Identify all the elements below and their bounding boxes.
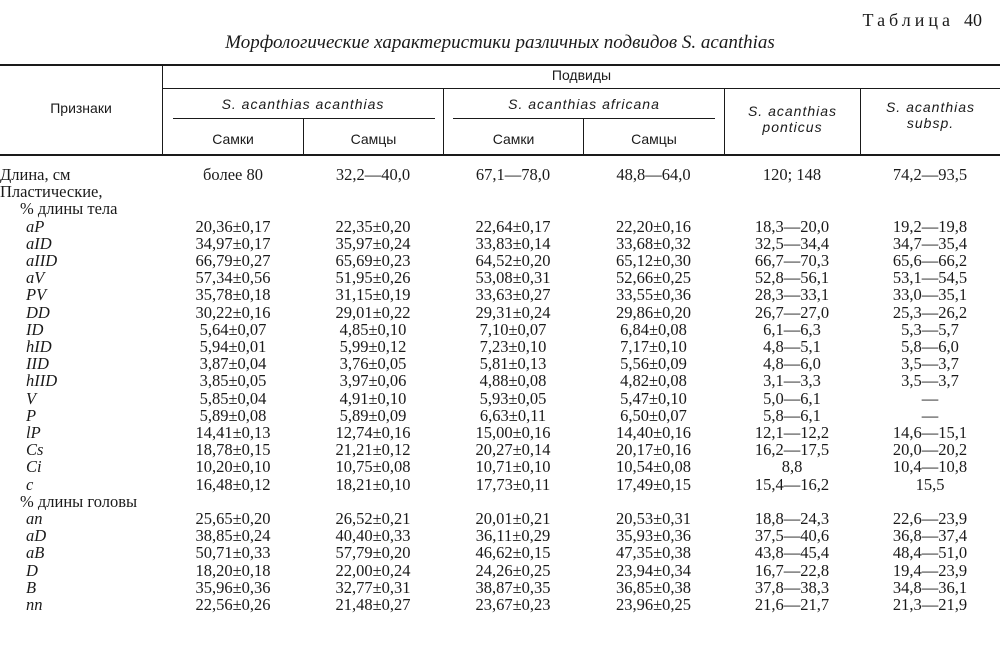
row-label: P xyxy=(26,406,37,425)
table-row xyxy=(0,510,1000,527)
cell-value: 34,8—36,1 xyxy=(892,578,968,597)
cell-value: 66,7—70,3 xyxy=(754,252,830,270)
cell-value: 23,96±0,25 xyxy=(615,596,692,614)
cell-value: 35,97±0,24 xyxy=(335,234,411,253)
cell-value: более 80 xyxy=(203,166,263,184)
cell-value: 33,0—35,1 xyxy=(892,286,968,304)
sex-row-rule-1 xyxy=(173,118,435,119)
sex-header-male-2: Самцы xyxy=(631,131,677,147)
cell-value: 14,41±0,13 xyxy=(195,424,271,442)
table-title: Морфологические характеристики различных подвидов S. acanthias xyxy=(225,32,775,53)
table-row xyxy=(0,441,1000,458)
cell-value: 46,62±0,15 xyxy=(475,544,551,562)
features-header: Признаки xyxy=(50,100,112,116)
cell-value: 14,40±0,16 xyxy=(615,424,692,442)
cell-value: 6,63±0,11 xyxy=(479,406,547,425)
table-row xyxy=(0,218,1000,235)
cell-value: 52,8—56,1 xyxy=(754,269,830,287)
cell-value: 20,27±0,14 xyxy=(475,441,551,459)
row-label: hIID xyxy=(26,372,58,390)
sex-header-male-1: Самцы xyxy=(350,131,397,147)
cell-value: 26,52±0,21 xyxy=(335,510,411,528)
table-row xyxy=(0,458,1000,475)
row-label: PV xyxy=(26,286,47,304)
cell-value: 3,76±0,05 xyxy=(339,355,407,373)
cell-value: 22,00±0,24 xyxy=(335,561,411,579)
table-row xyxy=(0,269,1000,286)
cell-value: 7,23±0,10 xyxy=(479,338,547,356)
table-row xyxy=(0,200,1000,217)
cell-value: 66,79±0,27 xyxy=(195,252,271,270)
cell-value: 35,93±0,36 xyxy=(615,527,692,545)
row-label: an xyxy=(26,510,43,528)
cell-value: 32,5—34,4 xyxy=(754,234,830,253)
cell-value: 22,35±0,20 xyxy=(335,217,411,235)
cell-value: 5,8—6,1 xyxy=(763,406,821,425)
cell-value: 5,85±0,04 xyxy=(199,389,267,407)
cell-value: 4,85±0,10 xyxy=(339,320,407,339)
cell-value: 5,64±0,07 xyxy=(199,320,267,339)
group-header-acanthias: S. acanthias acanthias xyxy=(221,96,385,112)
cell-value: 51,95±0,26 xyxy=(335,269,411,287)
row-label: IID xyxy=(26,355,49,373)
cell-value: 36,11±0,29 xyxy=(475,527,551,545)
table-row xyxy=(0,183,1000,200)
cell-value: 16,2—17,5 xyxy=(754,441,830,459)
cell-value: 19,4—23,9 xyxy=(892,561,968,579)
table-row xyxy=(0,579,1000,596)
cell-value: 4,8—5,1 xyxy=(763,338,821,356)
table-row xyxy=(0,166,1000,183)
cell-value: 16,7—22,8 xyxy=(754,561,830,579)
cell-value: 15,4—16,2 xyxy=(754,475,830,493)
cell-value: — xyxy=(921,406,939,425)
cell-value: 22,56±0,26 xyxy=(195,596,271,614)
cell-value: 52,66±0,25 xyxy=(615,269,692,287)
cell-value: 3,97±0,06 xyxy=(339,372,407,390)
row-label: Пластические, xyxy=(0,183,103,201)
table-row xyxy=(0,476,1000,493)
row-label: Cs xyxy=(26,441,44,459)
cell-value: 23,67±0,23 xyxy=(475,596,551,614)
cell-value: 38,85±0,24 xyxy=(195,527,271,545)
cell-value: 47,35±0,38 xyxy=(615,544,692,562)
cell-value: 31,15±0,19 xyxy=(335,286,411,304)
row-label: aIID xyxy=(26,252,58,270)
row-label: D xyxy=(26,561,38,579)
cell-value: 22,20±0,16 xyxy=(615,217,692,235)
cell-value: 57,79±0,20 xyxy=(335,544,411,562)
cell-value: 5,8—6,0 xyxy=(901,338,959,356)
cell-value: 26,7—27,0 xyxy=(754,303,830,321)
table-number-value: 40 xyxy=(964,10,982,30)
table-row xyxy=(0,235,1000,252)
table-row xyxy=(0,304,1000,321)
sex-header-female-2: Самки xyxy=(492,131,535,147)
cell-value: 33,55±0,36 xyxy=(615,286,692,304)
cell-value: 10,71±0,10 xyxy=(475,458,551,476)
row-label: aB xyxy=(26,544,45,562)
cell-value: 7,10±0,07 xyxy=(479,320,547,339)
table-row xyxy=(0,544,1000,561)
row-label: V xyxy=(26,389,37,407)
table-row xyxy=(0,407,1000,424)
cell-value: 53,08±0,31 xyxy=(475,269,551,287)
cell-value: 19,2—19,8 xyxy=(892,217,968,235)
cell-value: 17,73±0,11 xyxy=(475,475,551,493)
cell-value: 6,1—6,3 xyxy=(763,320,821,339)
row-label: hID xyxy=(26,338,52,356)
cell-value: 5,89±0,09 xyxy=(339,406,407,425)
cell-value: 5,93±0,05 xyxy=(479,389,547,407)
cell-value: 4,82±0,08 xyxy=(620,372,687,390)
cell-value: 22,64±0,17 xyxy=(475,217,551,235)
cell-value: 34,7—35,4 xyxy=(892,234,968,253)
cell-value: 4,88±0,08 xyxy=(479,372,547,390)
cell-value: 20,0—20,2 xyxy=(892,441,968,459)
cell-value: 29,31±0,24 xyxy=(475,303,551,321)
cell-value: 5,94±0,01 xyxy=(199,338,267,356)
row-label: c xyxy=(26,475,34,493)
cell-value: 4,8—6,0 xyxy=(763,355,821,373)
cell-value: 5,89±0,08 xyxy=(199,406,267,425)
cell-value: 12,1—12,2 xyxy=(754,424,830,442)
cell-value: 8,8 xyxy=(781,458,803,476)
sex-header-female-1: Самки xyxy=(212,131,254,147)
header-bottom-rule xyxy=(0,154,1000,156)
table-number-label: Таблица xyxy=(862,10,954,30)
table-row xyxy=(0,596,1000,613)
cell-value: 3,5—3,7 xyxy=(901,372,959,390)
cell-value: 10,4—10,8 xyxy=(892,458,968,476)
table-row xyxy=(0,286,1000,303)
cell-value: 20,53±0,31 xyxy=(615,510,692,528)
cell-value: 6,84±0,08 xyxy=(620,320,687,339)
group-header-subsp xyxy=(861,99,1000,131)
cell-value: 3,85±0,05 xyxy=(199,372,267,390)
row-label: Длина, см xyxy=(0,166,71,184)
row-label: aV xyxy=(26,269,45,287)
cell-value: 53,1—54,5 xyxy=(892,269,968,287)
cell-value: 20,36±0,17 xyxy=(195,217,271,235)
sex-row-rule-2 xyxy=(453,118,715,119)
table-row xyxy=(0,493,1000,510)
cell-value: 4,91±0,10 xyxy=(339,389,407,407)
cell-value: — xyxy=(921,389,939,407)
row-label: ID xyxy=(26,320,44,339)
row-label: % длины тела xyxy=(20,200,118,218)
cell-value: 23,94±0,34 xyxy=(615,561,692,579)
cell-value: 20,17±0,16 xyxy=(615,441,692,459)
data-table-body xyxy=(0,166,1000,613)
cell-value: 48,8—64,0 xyxy=(616,166,691,184)
row-label: B xyxy=(26,578,37,597)
cell-value: 35,96±0,36 xyxy=(195,578,271,597)
cell-value: 18,3—20,0 xyxy=(754,217,830,235)
table-row xyxy=(0,424,1000,441)
cell-value: 24,26±0,25 xyxy=(475,561,551,579)
cell-value: 3,1—3,3 xyxy=(763,372,821,390)
cell-value: 120; 148 xyxy=(762,166,822,184)
table-number xyxy=(863,10,982,31)
cell-value: 7,17±0,10 xyxy=(620,338,687,356)
cell-value: 28,3—33,1 xyxy=(754,286,830,304)
cell-value: 48,4—51,0 xyxy=(892,544,968,562)
cell-value: 3,87±0,04 xyxy=(199,355,267,373)
cell-value: 74,2—93,5 xyxy=(892,166,968,184)
cell-value: 22,6—23,9 xyxy=(892,510,968,528)
table-row xyxy=(0,527,1000,544)
cell-value: 34,97±0,17 xyxy=(195,234,271,253)
cell-value: 43,8—45,4 xyxy=(754,544,830,562)
cell-value: 20,01±0,21 xyxy=(475,510,551,528)
cell-value: 32,77±0,31 xyxy=(335,578,411,597)
cell-value: 17,49±0,15 xyxy=(615,475,692,493)
cell-value: 65,6—66,2 xyxy=(892,252,968,270)
cell-value: 32,2—40,0 xyxy=(335,166,411,184)
cell-value: 16,48±0,12 xyxy=(195,475,271,493)
table-row xyxy=(0,338,1000,355)
cell-value: 33,68±0,32 xyxy=(615,234,692,253)
cell-value: 5,99±0,12 xyxy=(339,338,407,356)
cell-value: 21,3—21,9 xyxy=(892,596,968,614)
cell-value: 10,20±0,10 xyxy=(195,458,271,476)
cell-value: 65,12±0,30 xyxy=(615,252,692,270)
row-label: aD xyxy=(26,527,47,545)
group-header-ponticus-text: S. acanthias ponticus xyxy=(747,103,838,135)
cell-value: 14,6—15,1 xyxy=(892,424,968,442)
cell-value: 15,5 xyxy=(915,475,945,493)
cell-value: 15,00±0,16 xyxy=(475,424,551,442)
table-row xyxy=(0,562,1000,579)
cell-value: 18,78±0,15 xyxy=(195,441,271,459)
cell-value: 37,8—38,3 xyxy=(754,578,830,597)
cell-value: 5,56±0,09 xyxy=(620,355,687,373)
table-row xyxy=(0,252,1000,269)
row-label: Ci xyxy=(26,458,42,476)
cell-value: 37,5—40,6 xyxy=(754,527,830,545)
row-label: % длины головы xyxy=(20,492,138,511)
group-header-ponticus xyxy=(725,103,860,135)
data-table xyxy=(0,166,1000,613)
header-top-rule xyxy=(0,64,1000,66)
cell-value: 10,54±0,08 xyxy=(615,458,692,476)
table-row xyxy=(0,321,1000,338)
cell-value: 18,8—24,3 xyxy=(754,510,830,528)
group-header-africana: S. acanthias africana xyxy=(508,96,660,112)
subspecies-header: Подвиды xyxy=(551,67,612,83)
row-label: aP xyxy=(26,217,45,235)
cell-value: 3,5—3,7 xyxy=(901,355,959,373)
cell-value: 29,86±0,20 xyxy=(615,303,692,321)
cell-value: 21,6—21,7 xyxy=(754,596,830,614)
cell-value: 65,69±0,23 xyxy=(335,252,411,270)
cell-value: 25,3—26,2 xyxy=(892,303,968,321)
row-label: lP xyxy=(26,424,41,442)
cell-value: 25,65±0,20 xyxy=(195,510,271,528)
cell-value: 57,34±0,56 xyxy=(195,269,271,287)
row-label: DD xyxy=(26,303,50,321)
row-label: nn xyxy=(26,596,43,614)
cell-value: 21,21±0,12 xyxy=(335,441,411,459)
cell-value: 30,22±0,16 xyxy=(195,303,271,321)
cell-value: 33,63±0,27 xyxy=(475,286,551,304)
table-row xyxy=(0,390,1000,407)
cell-value: 12,74±0,16 xyxy=(335,424,411,442)
table-row xyxy=(0,355,1000,372)
row-label: aID xyxy=(26,234,52,253)
cell-value: 36,8—37,4 xyxy=(892,527,968,545)
cell-value: 18,21±0,10 xyxy=(335,475,411,493)
cell-value: 36,85±0,38 xyxy=(615,578,692,597)
cell-value: 5,81±0,13 xyxy=(479,355,547,373)
cell-value: 5,47±0,10 xyxy=(620,389,687,407)
cell-value: 10,75±0,08 xyxy=(335,458,411,476)
cell-value: 38,87±0,35 xyxy=(475,578,551,597)
cell-value: 35,78±0,18 xyxy=(195,286,271,304)
subspecies-underline xyxy=(163,88,1000,89)
cell-value: 67,1—78,0 xyxy=(475,166,551,184)
group-header-subsp-text: S. acanthias subsp. xyxy=(885,99,976,131)
cell-value: 21,48±0,27 xyxy=(335,596,411,614)
cell-value: 29,01±0,22 xyxy=(335,303,411,321)
cell-value: 18,20±0,18 xyxy=(195,561,271,579)
cell-value: 33,83±0,14 xyxy=(475,234,551,253)
table-row xyxy=(0,372,1000,389)
cell-value: 64,52±0,20 xyxy=(475,252,551,270)
cell-value: 6,50±0,07 xyxy=(620,406,687,425)
cell-value: 5,0—6,1 xyxy=(763,389,821,407)
cell-value: 5,3—5,7 xyxy=(901,320,959,339)
cell-value: 50,71±0,33 xyxy=(195,544,271,562)
cell-value: 40,40±0,33 xyxy=(335,527,411,545)
